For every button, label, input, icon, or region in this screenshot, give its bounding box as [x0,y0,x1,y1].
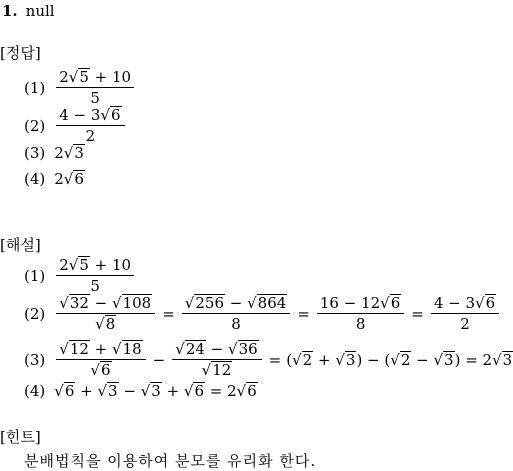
explanation-item-index: (4) [24,382,46,400]
explanation-item-2: (2) $\frac{√32 - √108}{√8}$ = $\frac{√256 - √864}{8}$ = $\frac{16 - 12√6}{8}$ = $\frac{4 - 3√6}{2}$ [24,294,501,333]
answer-item-index: (4) [24,170,46,188]
explanation-item-1 [24,256,136,295]
answer-item-1 [24,68,136,107]
explanation-3-rest: (√2 + √3) − (√2 − √3) = 2√3 [286,350,513,369]
hint-text: 분배법칙을 이용하여 분모를 유리화 한다. [24,452,317,470]
answer-2-fraction: $\frac{4 - 3√6}{2}$ [56,106,124,145]
answer-item-2 [24,106,127,145]
explanation-2-step1: $\frac{√32 - √108}{√8}$ [56,294,155,333]
question-number: 1. [2,2,18,20]
explanation-1-fraction: $\frac{2√5 + 10}{5}$ [56,256,134,295]
explanation-4-expr: √6 + √3 − √3 + √6 = 2√6 [54,382,257,400]
explanation-2-step2: $\frac{√256 - √864}{8}$ [182,294,291,333]
explanation-item-4 [24,382,258,400]
explanation-item-index: (3) [24,350,46,369]
explanation-item-index: (1) [24,266,46,285]
explanation-item-index: (2) [24,304,46,323]
question-text: null [25,2,55,20]
answer-item-index: (1) [24,78,46,97]
explanation-label: [해설] [0,236,41,254]
explanation-3-term1: $\frac{√12 + √18}{√6}$ [56,340,145,379]
explanation-item-3: (3) $\frac{√12 + √18}{√6}$ − $\frac{√24 - √36}{√12}$ = (√2 + √3) − (√2 − √3) = 2√3 [24,340,513,379]
answer-item-index: (2) [24,116,46,135]
explanation-3-term2: $\frac{√24 - √36}{√12}$ [172,340,261,379]
answer-4-expr: 2√6 [54,170,84,188]
explanation-2-step3: $\frac{16 - 12√6}{8}$ [317,294,404,333]
answer-item-4 [24,170,85,188]
answer-1-fraction: $\frac{2√5 + 10}{5}$ [56,68,134,107]
hint-label: [힌트] [0,428,41,446]
explanation-2-step4: $\frac{4 - 3√6}{2}$ [431,294,499,333]
answer-item-index: (3) [24,144,46,162]
answer-item-3 [24,144,85,162]
answer-label: [정답] [0,44,41,62]
answer-3-expr: 2√3 [54,144,84,162]
question-header [2,0,55,22]
